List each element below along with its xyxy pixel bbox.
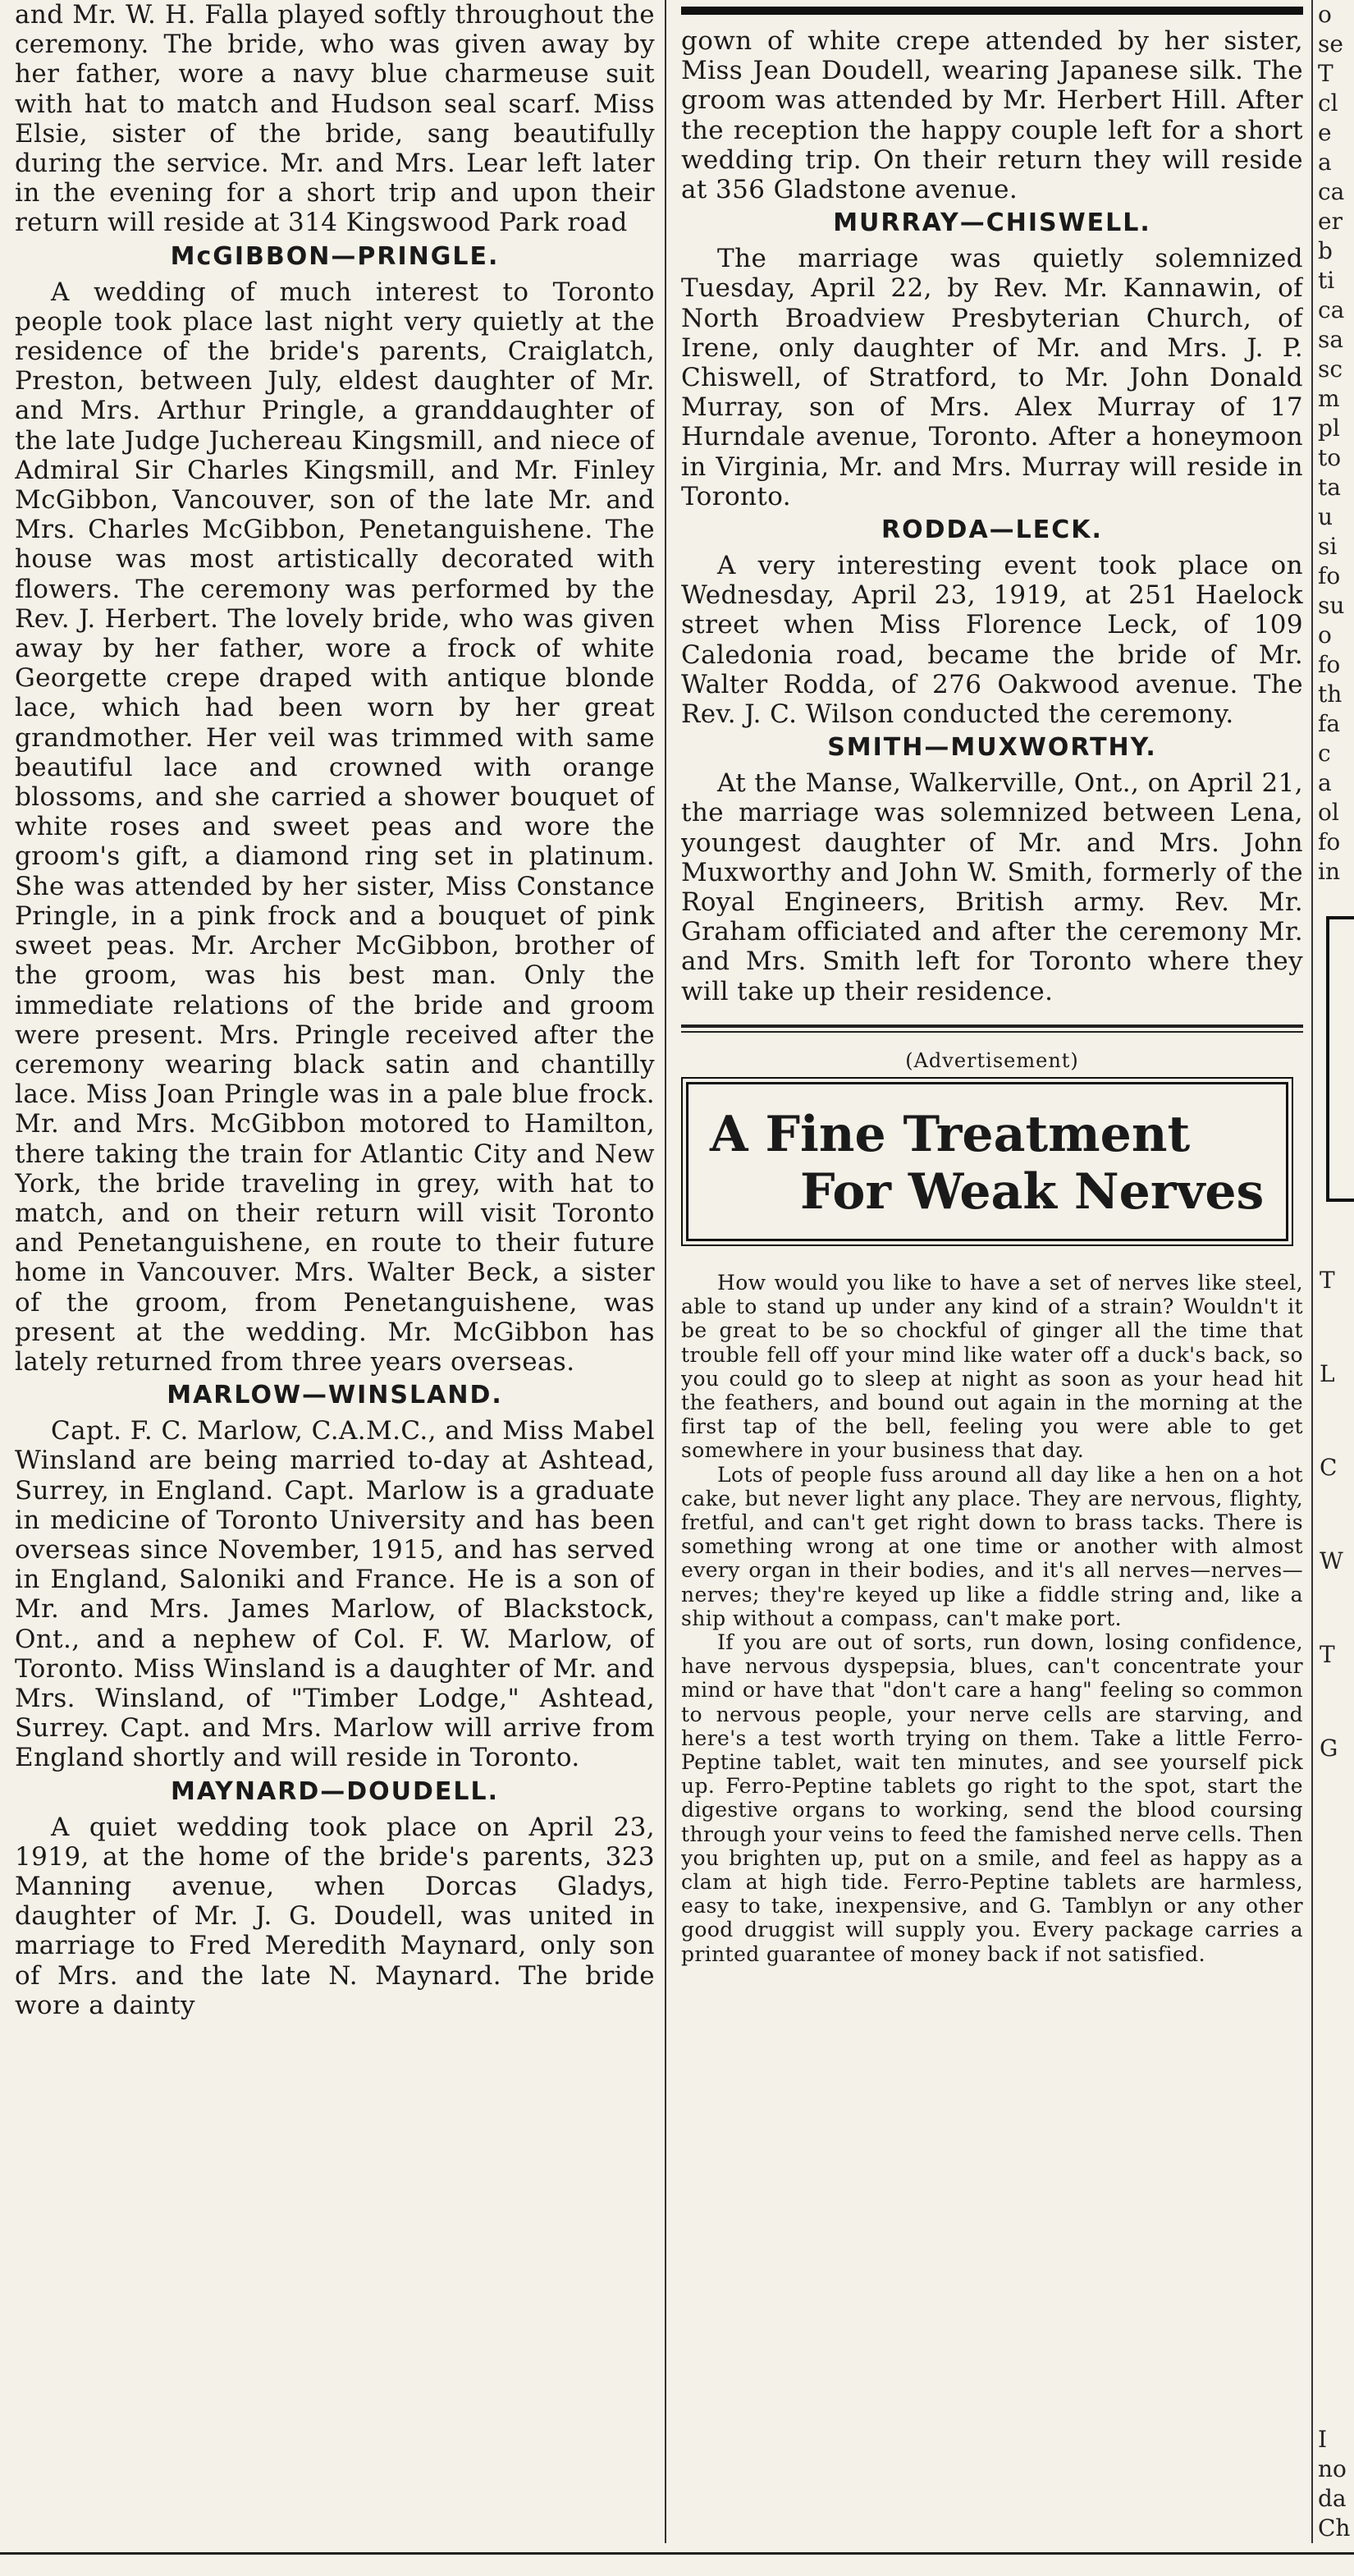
edge-fragment: no (1318, 2455, 1347, 2482)
edge-fragment: I (1318, 2426, 1328, 2453)
heading-rodda-leck: RODDA—LECK. (881, 516, 1103, 545)
page-bottom-rule (0, 2552, 1354, 2555)
column-1 (15, 0, 655, 2543)
ad-title-line-1: A Fine Treatment (710, 1105, 1191, 1163)
maynard-article: A quiet wedding took place on April 23, 1919, at the home of the bride's parents, 323 Manning avenue, when Dorcas Gladys, daughter of Mr. J. G. Doudell, was united in marriage to Fred Meredith Maynard, only son of Mrs. and the late N. Maynard. The bride wore a dainty (15, 1812, 655, 2020)
ad-paragraph-1: How would you like to have a set of nerves like steel, able to stand up under any kind of a strain? Wouldn't it be great to be so chockful of ginger all the time that trouble fell off your mind like water off a duck's back, so you could go to sleep at night as soon as your head hit the feathers, and bound out again in the morning at the first tap of the bell, feeling you were able to get somewhere in your business that day. (681, 1270, 1303, 1463)
edge-fragment: fa (1318, 710, 1341, 737)
column-rule-1 (665, 0, 666, 2543)
advertisement (681, 1049, 1303, 1966)
marlow-article: Capt. F. C. Marlow, C.A.M.C., and Miss Mabel Winsland are being married to-day at Ashtead, Surrey, in England. Capt. Marlow is a graduate in medicine of Toronto University and has been overseas since November, 1915, and has served in England, Saloniki and France. He is a son of Mr. and Mrs. James Marlow, of Blackstock, Ont., and a nephew of Col. F. W. Marlow, of Toronto. Miss Winsland is a daughter of Mr. and Mrs. Winsland, of "Timber Lodge," Ashtead, Surrey. Capt. and Mrs. Marlow will arrive from England shortly and will reside in Toronto. (15, 1416, 655, 1773)
edge-fragment: T (1318, 60, 1333, 87)
edge-fragment: T (1320, 1267, 1335, 1294)
heading-murray-chiswell: MURRAY—CHISWELL. (833, 209, 1151, 238)
edge-fragment: se (1318, 30, 1343, 57)
edge-fragment: ca (1318, 178, 1345, 205)
mcgibbon-article: A wedding of much interest to Toronto people took place last night very quietly at the residence of the bride's parents, Craiglatch, Preston, between July, eldest daughter of Mr. and Mrs. Arthur Pringle, a granddaughter of the late Judge Juchereau Kingsmill, and niece of Admiral Sir Charles Kingsmill, and Mr. Finley McGibbon, Vancouver, son of the late Mr. and Mrs. Charles McGibbon, Penetanguishene. The house was most artistically decorated with flowers. The ceremony was performed by the Rev. J. Herbert. The lovely bride, who was given away by her father, wore a frock of white Georgette crepe draped with antique blonde lace, which had been worn by her great grandmother. Her veil was trimmed with same beautiful lace and crowned with orange blossoms, and she carried a shower bouquet of white roses and sweet peas and wore the groom's gift, a diamond ring set in platinum. She was attended by her sister, Miss Constance Pringle, in a pink frock and a bouquet of pink sweet peas. Mr. Archer McGibbon, brother of the groom, was his best man. Only the immediate relations of the bride and groom were present. Mrs. Pringle received after the ceremony wearing black satin and chantilly lace. Miss Joan Pringle was in a pale blue frock. Mr. and Mrs. McGibbon motored to Hamilton, there taking the train for Atlantic City and New York, the bride traveling in grey, with hat to match, and on their return will visit Toronto and Penetanguishene, en route to their future home in Vancouver. Mrs. Walter Beck, a sister of the groom, from Penetanguishene, was present at the wedding. Mr. McGibbon has lately returned from three years overseas. (15, 277, 655, 1377)
edge-fragment: o (1318, 1, 1332, 28)
edge-fragments-bottom (1318, 2425, 1350, 2543)
edge-fragment: G (1320, 1735, 1338, 1762)
edge-fragment: to (1318, 444, 1342, 471)
smith-article: At the Manse, Walkerville, Ont., on April 21, the marriage was solemnized between Lena, youngest daughter of Mr. and Mrs. John Muxworthy and John W. Smith, formerly of the Royal Engineers, British army. Rev. Mr. Graham officiated and after the ceremony Mr. and Mrs. Smith left for Toronto where they will take up their residence. (681, 768, 1303, 1006)
lear-article-continuation: and Mr. W. H. Falla played softly throughout the ceremony. The bride, who was given away by her father, wore a navy blue charmeuse suit with hat to match and Hudson seal scarf. Miss Elsie, sister of the bride, sang beautifully during the service. Mr. and Mrs. Lear left later in the evening for a short trip and upon their return will reside at 314 Kingswood Park road (15, 0, 655, 238)
edge-fragments-top (1318, 0, 1354, 887)
edge-fragment: W (1320, 1547, 1343, 1574)
edge-fragment: T (1320, 1641, 1335, 1668)
edge-fragment: a (1318, 769, 1332, 796)
column-rule-2 (1311, 0, 1313, 2543)
edge-fragment: ol (1318, 799, 1339, 826)
section-rule (681, 1024, 1303, 1028)
edge-fragment: a (1318, 149, 1332, 176)
column-top-rule (681, 7, 1303, 15)
ad-paragraph-2: Lots of people fuss around all day like a hen on a hot cake, but never light any place. They are nervous, flighty, fretful, and can't get right down to brass tacks. There is something wrong at one time or another with almost every organ in their bodies, and it's all nerves—nerves—nerves; they're keyed up like a fiddle string and, like a ship without a compass, can't make port. (681, 1462, 1303, 1630)
edge-fragments-lower (1318, 1266, 1354, 1763)
edge-fragment: o (1318, 621, 1332, 649)
edge-fragment: cl (1318, 89, 1338, 117)
edge-fragment: e (1318, 119, 1332, 146)
column-3-edge (1318, 0, 1354, 2543)
ad-title-box (686, 1082, 1288, 1241)
section-rule-thin (681, 1031, 1303, 1033)
heading-smith-muxworthy: SMITH—MUXWORTHY. (827, 733, 1157, 763)
edge-fragment: fo (1318, 562, 1341, 589)
edge-fragment: sa (1318, 326, 1344, 353)
edge-fragment: su (1318, 592, 1345, 619)
edge-fragment: pl (1318, 415, 1340, 442)
heading-marlow-winsland: MARLOW—WINSLAND. (167, 1381, 503, 1410)
edge-fragment: th (1318, 681, 1343, 708)
edge-fragment: da (1318, 2485, 1347, 2512)
edge-fragment: L (1320, 1360, 1335, 1387)
edge-fragment: C (1320, 1454, 1338, 1481)
edge-fragment: fo (1318, 651, 1341, 678)
edge-fragment: m (1318, 385, 1340, 412)
maynard-article-continuation: gown of white crepe attended by her sister, Miss Jean Doudell, wearing Japanese silk. The groom was attended by Mr. Herbert Hill. After the reception the happy couple left for a short wedding trip. On their return they will reside at 356 Gladstone avenue. (681, 26, 1303, 205)
heading-mcgibbon-pringle: McGIBBON—PRINGLE. (170, 241, 500, 271)
edge-fragment: er (1318, 208, 1343, 235)
murray-article: The marriage was quietly solemnized Tuesday, April 22, by Rev. Mr. Kannawin, of North Broadview Presbyterian Church, of Irene, only daughter of Mr. and Mrs. J. P. Chiswell, of Stratford, to Mr. John Donald Murray, son of Mrs. Alex Murray of 17 Hurndale avenue, Toronto. After a honeymoon in Virginia, Mr. and Mrs. Murray will reside in Toronto. (681, 244, 1303, 511)
edge-fragment: b (1318, 237, 1333, 264)
edge-fragment: si (1318, 533, 1338, 560)
edge-fragment: Ch (1318, 2514, 1351, 2542)
ad-title-line-2: For Weak Nerves (800, 1162, 1265, 1221)
heading-maynard-doudell: MAYNARD—DOUDELL. (170, 1776, 500, 1806)
edge-fragment: u (1318, 503, 1333, 530)
column-2 (681, 0, 1303, 2543)
ad-paragraph-3: If you are out of sorts, run down, losing confidence, have nervous dyspepsia, blues, can't concentrate your mind or have that "don't care a hang" feeling so common to nervous people, your nerve cells are starving, and here's a test worth trying on them. Take a little Ferro-Peptine tablet, wait ten minutes, and see yourself pick up. Ferro-Peptine tablets go right to the spot, start the digestive organs to working, send the blood coursing through your veins to feed the famished nerve cells. Then you brighten up, put on a smile, and feel as happy as a clam at high tide. Ferro-Peptine tablets are harmless, easy to take, inexpensive, and G. Tamblyn or any other good druggist will supply you. Every package carries a printed guarantee of money back if not satisfied. (681, 1629, 1303, 1966)
edge-box (1326, 916, 1354, 1202)
edge-fragment: c (1318, 740, 1331, 767)
advertisement-label: (Advertisement) (905, 1048, 1079, 1072)
edge-fragment: sc (1318, 355, 1343, 383)
edge-fragment: ca (1318, 296, 1345, 323)
rodda-article: A very interesting event took place on Wednesday, April 23, 1919, at 251 Haelock street when Miss Florence Leck, of 109 Caledonia road, became the bride of Mr. Walter Rodda, of 276 Oakwood avenue. The Rev. J. C. Wilson conducted the ceremony. (681, 551, 1303, 730)
edge-fragment: ta (1318, 474, 1341, 501)
edge-fragment: ti (1318, 267, 1335, 294)
edge-fragment: in (1318, 858, 1340, 885)
edge-fragment: fo (1318, 828, 1341, 855)
